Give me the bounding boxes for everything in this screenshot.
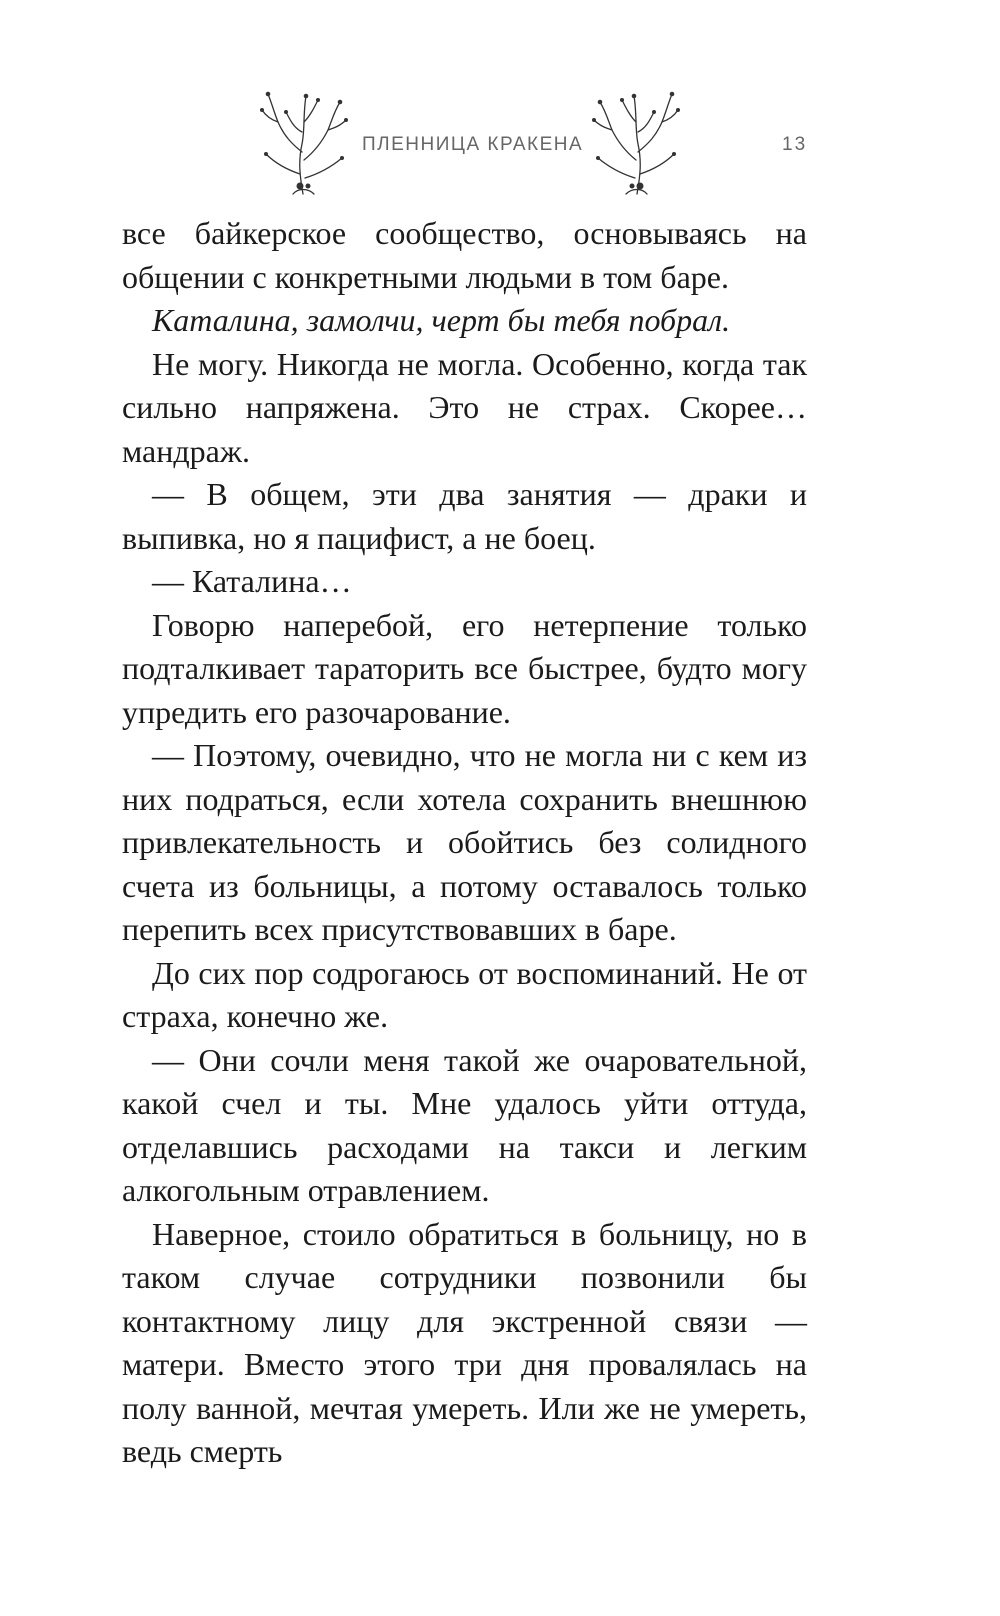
page-header — [0, 0, 1000, 210]
coral-icon — [582, 82, 692, 200]
paragraph: — Поэтому, очевидно, что не могла ни с кем из них подраться, если хотела сохранить внешнюю привлекательность и обойтись без солидного счета из больницы, а потому оставалось только перепить всех присутствовавших в баре. — [122, 737, 807, 947]
page-number: 13 — [782, 134, 808, 155]
running-title: ПЛЕННИЦА КРАКЕНА — [362, 134, 584, 155]
paragraph: — Они сочли меня такой же очаровательной, какой счел и ты. Мне удалось уйти оттуда, отделавшись расходами на такси и легким алкогольным отравлением. — [122, 1041, 807, 1208]
paragraph: все байкерское сообщество, основываясь на общении с конкретными людьми в том баре. — [122, 215, 807, 295]
paragraph: Не могу. Никогда не могла. Особенно, когда так сильно напряжена. Это не страх. Скорее… мандраж. — [122, 345, 807, 469]
coral-icon — [248, 82, 358, 200]
paragraph: Каталина, замолчи, черт бы тебя побрал. — [152, 302, 731, 338]
paragraph: До сих пор содрогаюсь от воспоминаний. Не от страха, конечно же. — [122, 954, 807, 1034]
paragraph: Наверное, стоило обратиться в больницу, но в таком случае сотрудники позвонили бы контактному лицу для экстренной связи — матери. Вместо этого три дня провалялась на полу ванной, мечтая умереть. Или же не умереть, ведь смерть — [122, 1215, 807, 1469]
paragraph: — Каталина… — [152, 563, 352, 599]
body-text — [122, 212, 807, 1474]
paragraph: Говорю наперебой, его нетерпение только подталкивает тараторить все быстрее, будто могу упредить его разочарование. — [122, 606, 807, 730]
paragraph: — В общем, эти два занятия — драки и выпивка, но я пацифист, а не боец. — [122, 476, 807, 556]
